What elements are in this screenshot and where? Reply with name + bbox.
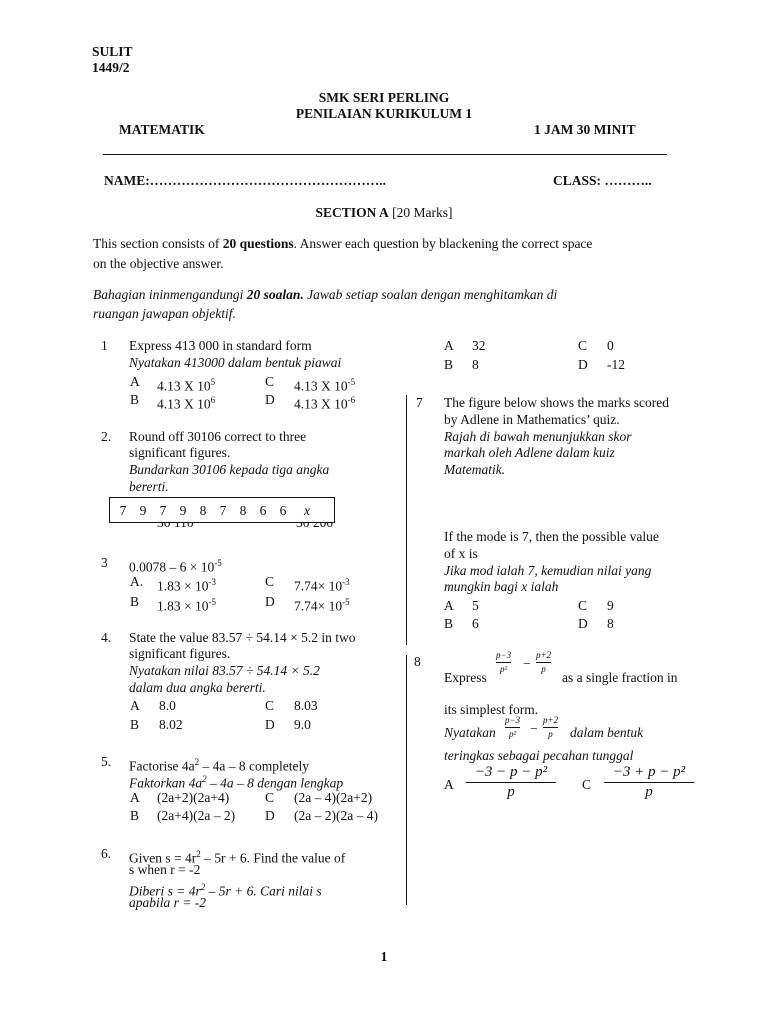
q6-option-b-label[interactable]: B [444, 357, 454, 372]
q8-option-c[interactable] [604, 765, 694, 800]
q8-option-c-label[interactable]: C [582, 777, 592, 792]
q6-en1-pre: Given s = 4r [129, 850, 197, 866]
q6-text-ms-2: apabila r = -2 [129, 895, 206, 910]
q1-d-exp: -6 [347, 395, 356, 405]
q8-text-ms-2: teringkas sebagai pecahan tunggal [444, 748, 634, 763]
q3-b-exp: -5 [208, 597, 216, 607]
q3-exp: -5 [214, 558, 222, 568]
school-name: SMK SERI PERLING [318, 90, 450, 105]
column-divider-1 [406, 395, 407, 645]
q8-frac2-num: p+2 [536, 650, 552, 660]
q5-en-exp: 2 [194, 757, 200, 767]
header-divider [103, 154, 667, 155]
q7-option-a-label[interactable]: A [444, 598, 454, 613]
q3-option-d[interactable] [294, 594, 350, 615]
q2-number: 2. [101, 429, 112, 444]
q7-option-c-label[interactable]: C [578, 598, 588, 613]
q3-d-text: 7.74× 10 [294, 598, 343, 614]
q6-ms1-post: – 5r + 6. Cari nilai s [205, 883, 322, 899]
q6-option-d[interactable]: -12 [607, 357, 625, 372]
q3-d-exp: -5 [342, 597, 350, 607]
q4-option-c-label[interactable]: C [265, 698, 275, 713]
q1-c-exp: -5 [347, 377, 356, 387]
q7-option-d[interactable]: 8 [607, 616, 614, 631]
q8-ms-frac1-den: p² [508, 729, 517, 739]
q3-a-exp: -3 [208, 577, 216, 587]
q5-option-d-label[interactable]: D [265, 808, 275, 823]
q8-ms-frac2-bar [543, 727, 558, 728]
seq-value: 8 [239, 503, 247, 518]
q5-option-d[interactable]: (2a – 2)(2a – 4) [294, 808, 378, 823]
seq-value: 7 [119, 503, 127, 518]
q7-condition-ms-2: mungkin bagi x ialah [444, 579, 559, 594]
q6-option-c[interactable]: 0 [607, 338, 614, 353]
q1-b-text: 4.13 X 10 [157, 396, 211, 412]
q6-option-c-label[interactable]: C [578, 338, 588, 353]
q8-express-word: Express [444, 670, 487, 685]
q8-option-a-label[interactable]: A [444, 777, 454, 792]
seq-value: 7 [219, 503, 227, 518]
instr-ms-pre: Bahagian ininmengandungi [93, 287, 247, 302]
q6-option-a-label[interactable]: A [444, 338, 454, 353]
column-divider-2 [406, 655, 407, 905]
q6-number: 6. [101, 846, 112, 861]
seq-value: 9 [179, 503, 187, 518]
q7-condition-en-1: If the mode is 7, then the possible value [444, 529, 659, 544]
instructions-ms-line1 [93, 287, 557, 303]
seq-value: 6 [259, 503, 267, 518]
confidential-label: SULIT [92, 44, 133, 59]
name-field: NAME:…………………………………………….. [104, 173, 386, 188]
q5-option-c[interactable]: (2a – 4)(2a+2) [294, 790, 373, 805]
q3-option-d-label[interactable]: D [265, 594, 275, 609]
q4-option-b[interactable]: 8.02 [159, 717, 183, 732]
section-title: SECTION A [315, 205, 389, 220]
q3-option-c-label[interactable]: C [265, 574, 275, 589]
q6-option-b[interactable]: 8 [472, 357, 479, 372]
q3-b-text: 1.83 × 10 [157, 598, 209, 614]
q3-text [129, 555, 222, 576]
instr-ms-post: Jawab setiap soalan dengan menghitamkan di [303, 287, 558, 302]
q1-option-b-label[interactable]: B [130, 392, 140, 407]
q1-option-c-label[interactable]: C [265, 374, 275, 389]
q1-option-b[interactable] [157, 392, 215, 413]
q3-option-a[interactable] [157, 574, 216, 595]
q8-frac1-num: p−3 [496, 650, 512, 660]
q6-en1-post: – 5r + 6. Find the value of [200, 850, 346, 866]
q8-ms-frac2-den: p [548, 729, 553, 739]
q8-ms-frac1-bar [505, 727, 520, 728]
q1-a-text: 4.13 X 10 [157, 378, 211, 394]
q6-option-a[interactable]: 32 [472, 338, 486, 353]
q8-ms-fraction-1 [505, 716, 520, 739]
q6-text-en-2: s when r = -2 [129, 862, 201, 877]
q5-en-pre: Factorise 4a [129, 758, 195, 774]
q6-en1-exp: 2 [196, 849, 201, 859]
q7-text-ms-1: Rajah di bawah menunjukkan skor [444, 429, 632, 444]
q3-question: 0.0078 – 6 × 10 [129, 559, 215, 575]
q6-ms1-pre: Diberi s = 4r [129, 883, 201, 899]
q5-option-b-label[interactable]: B [130, 808, 140, 823]
q8-text-ms-post: dalam bentuk [570, 725, 644, 740]
q5-option-c-label[interactable]: C [265, 790, 275, 805]
q7-option-b[interactable]: 6 [472, 616, 479, 631]
seq-value: 6 [279, 503, 287, 518]
q6-ms1-exp: 2 [200, 882, 206, 892]
duration: 1 JAM 30 MINIT [534, 122, 636, 137]
q3-option-b[interactable] [157, 594, 216, 615]
q7-option-b-label[interactable]: B [444, 616, 454, 631]
q8-text-en-2: its simplest form. [444, 702, 539, 717]
q4-number: 4. [101, 630, 112, 645]
q3-c-text: 7.74× 10 [294, 578, 343, 594]
q3-option-b-label[interactable]: B [130, 594, 140, 609]
q1-b-exp: 6 [210, 395, 216, 405]
q5-option-b[interactable]: (2a+4)(2a – 2) [157, 808, 236, 823]
q4-text-ms-2: dalam dua angka bererti. [129, 680, 266, 695]
q2-text-ms-1: Bundarkan 30106 kepada tiga angka [129, 462, 330, 477]
instr-en-post: . Answer each question by blackening the correct space [293, 236, 593, 251]
instructions-ms-line2: ruangan jawapan objektif. [93, 306, 236, 321]
q7-text-ms-2: markah oleh Adlene dalam kuiz [444, 445, 615, 460]
q4-option-c[interactable]: 8.03 [294, 698, 318, 713]
instructions-en-line1 [93, 236, 592, 252]
q3-number: 3 [101, 555, 108, 570]
q7-text-ms-3: Matematik. [444, 462, 506, 477]
q4-text-en-2: significant figures. [129, 646, 231, 661]
q3-a-text: 1.83 × 10 [157, 578, 209, 594]
class-field: CLASS: ……….. [553, 173, 652, 188]
q8-frac2-den: p [541, 664, 546, 674]
q7-option-d-label[interactable]: D [578, 616, 588, 631]
q3-option-a-label[interactable]: A. [130, 574, 144, 589]
seq-value-x: x [304, 503, 310, 518]
q8-c-den: p [645, 784, 653, 800]
q4-text-ms-1: Nyatakan nilai 83.57 ÷ 54.14 × 5.2 [129, 663, 320, 678]
q8-fraction-2 [536, 651, 551, 674]
q4-option-a-label[interactable]: A [130, 698, 140, 713]
q1-option-a-label[interactable]: A [130, 374, 140, 389]
instr-en-bold: 20 questions [222, 236, 294, 251]
q5-option-a-label[interactable]: A [130, 790, 140, 805]
q8-frac2-bar [536, 662, 551, 663]
q8-a-bar [466, 782, 556, 783]
q1-c-text: 4.13 X 10 [294, 378, 348, 394]
q7-text-en-2: by Adlene in Mathematics’ quiz. [444, 412, 620, 427]
q1-option-d-label[interactable]: D [265, 392, 275, 407]
q1-text-ms: Nyatakan 413000 dalam bentuk piawai [129, 355, 342, 370]
q5-text-ms [129, 771, 343, 792]
seq-value: 7 [159, 503, 167, 518]
q8-ms-minus: − [530, 721, 538, 736]
q7-number: 7 [416, 395, 423, 410]
q3-c-exp: -3 [342, 577, 350, 587]
q7-condition-ms-1: Jika mod ialah 7, kemudian nilai yang [444, 563, 652, 578]
q1-option-d[interactable] [294, 392, 355, 413]
q5-option-a[interactable]: (2a+2)(2a+4) [157, 790, 230, 805]
q8-a-den: p [507, 784, 515, 800]
subject: MATEMATIK [119, 122, 205, 137]
q7-option-c[interactable]: 9 [607, 598, 614, 613]
q4-text-en-1: State the value 83.57 ÷ 54.14 × 5.2 in two [129, 630, 356, 645]
q8-text-ms-pre: Nyatakan [444, 725, 496, 740]
q7-option-a[interactable]: 5 [472, 598, 479, 613]
q2-text-ms-2: bererti. [129, 479, 169, 494]
section-marks: [20 Marks] [392, 205, 453, 220]
q8-frac1-den: p² [499, 664, 508, 674]
assessment-title: PENILAIAN KURIKULUM 1 [295, 106, 473, 121]
q5-en-post: – 4a – 8 completely [199, 758, 309, 774]
q8-option-a[interactable] [466, 765, 556, 800]
q2-text-en-2: significant figures. [129, 445, 231, 460]
instr-en-pre: This section consists of [93, 236, 223, 251]
instructions-en-line2: on the objective answer. [93, 256, 224, 271]
q5-ms-post: – 4a – 8 dengan lengkap [206, 775, 344, 791]
q1-d-text: 4.13 X 10 [294, 396, 348, 412]
seq-value: 8 [199, 503, 207, 518]
seq-value: 9 [139, 503, 147, 518]
q8-ms-frac1-num: p−3 [505, 715, 521, 725]
q8-fraction-1 [496, 651, 511, 674]
q6-option-d-label[interactable]: D [578, 357, 588, 372]
q7-text-en-1: The figure below shows the marks scored [444, 395, 669, 410]
q8-number: 8 [414, 654, 421, 669]
q8-ms-frac2-num: p+2 [543, 715, 559, 725]
q8-a-num: −3 − p − p² [474, 764, 548, 780]
q5-ms-exp: 2 [202, 774, 207, 784]
q5-number: 5. [101, 754, 112, 769]
q8-ms-fraction-2 [543, 716, 558, 739]
q8-c-bar [604, 782, 694, 783]
page-number: 1 [380, 949, 388, 964]
q3-option-c[interactable] [294, 574, 350, 595]
q1-a-exp: 5 [210, 377, 216, 387]
q7-condition-en-2: of x is [444, 546, 478, 561]
q4-option-b-label[interactable]: B [130, 717, 140, 732]
q8-minus: − [523, 656, 531, 671]
q7-marks-sequence-box [109, 497, 335, 523]
q5-ms-pre: Faktorkan 4a [129, 775, 203, 791]
q1-number: 1 [101, 338, 108, 353]
q8-text-en-1: as a single fraction in [562, 670, 678, 685]
paper-code: 1449/2 [92, 60, 130, 75]
q4-option-a[interactable]: 8.0 [159, 698, 176, 713]
instr-ms-bold: 20 soalan. [246, 287, 304, 302]
q1-text-en: Express 413 000 in standard form [129, 338, 312, 353]
q2-text-en-1: Round off 30106 correct to three [129, 429, 307, 444]
q4-option-d[interactable]: 9.0 [294, 717, 311, 732]
q8-c-num: −3 + p − p² [612, 764, 686, 780]
q8-frac1-bar [496, 662, 511, 663]
q4-option-d-label[interactable]: D [265, 717, 275, 732]
section-heading [200, 205, 568, 221]
